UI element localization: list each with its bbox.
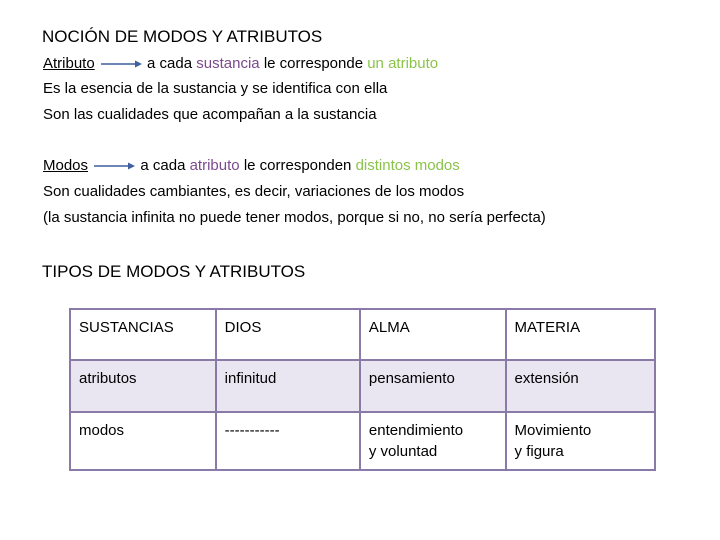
table-cell: ALMA [360, 309, 506, 360]
table-cell: ----------- [216, 412, 360, 470]
arrow-right-icon [92, 161, 136, 171]
table-cell: DIOS [216, 309, 360, 360]
table-cell: extensión [506, 360, 655, 412]
modes-attributes-table [69, 308, 656, 471]
modos-def-key: atributo [189, 157, 240, 174]
modos-line-2: Son cualidades cambiantes, es decir, variaciones de los modos [43, 183, 465, 200]
modos-term: Modos [43, 157, 89, 174]
modos-def-pre: a cada [140, 157, 186, 174]
modos-line-3: (la sustancia infinita no puede tener modos, porque si no, no sería perfecta) [43, 209, 546, 226]
table-row [70, 412, 655, 470]
modos-def-end: distintos modos [355, 157, 460, 174]
atributo-def-key: sustancia [196, 55, 260, 72]
modos-def-mid: le corresponden [243, 157, 352, 174]
table-row [70, 309, 655, 360]
atributo-term: Atributo [43, 55, 95, 72]
table-cell: atributos [70, 360, 216, 412]
atributo-def-mid: le corresponde [263, 55, 364, 72]
page-title: NOCIÓN DE MODOS Y ATRIBUTOS [42, 27, 323, 46]
table-cell: MATERIA [506, 309, 655, 360]
table-cell: pensamiento [360, 360, 506, 412]
section-subtitle: TIPOS DE MODOS Y ATRIBUTOS [42, 262, 306, 281]
atributo-line-3: Son las cualidades que acompañan a la sustancia [43, 106, 377, 123]
table-cell: infinitud [216, 360, 360, 412]
atributo-def-pre: a cada [147, 55, 193, 72]
table-cell: modos [70, 412, 216, 470]
table-cell: Movimiento y figura [506, 412, 655, 470]
table-cell: entendimiento y voluntad [360, 412, 506, 470]
atributo-line-2: Es la esencia de la sustancia y se identifica con ella [43, 80, 388, 97]
atributo-definition [43, 55, 438, 72]
atributo-def-end: un atributo [367, 55, 439, 72]
table-cell: SUSTANCIAS [70, 309, 216, 360]
arrow-right-icon [99, 59, 143, 69]
table-row [70, 360, 655, 412]
modos-definition [43, 157, 460, 174]
